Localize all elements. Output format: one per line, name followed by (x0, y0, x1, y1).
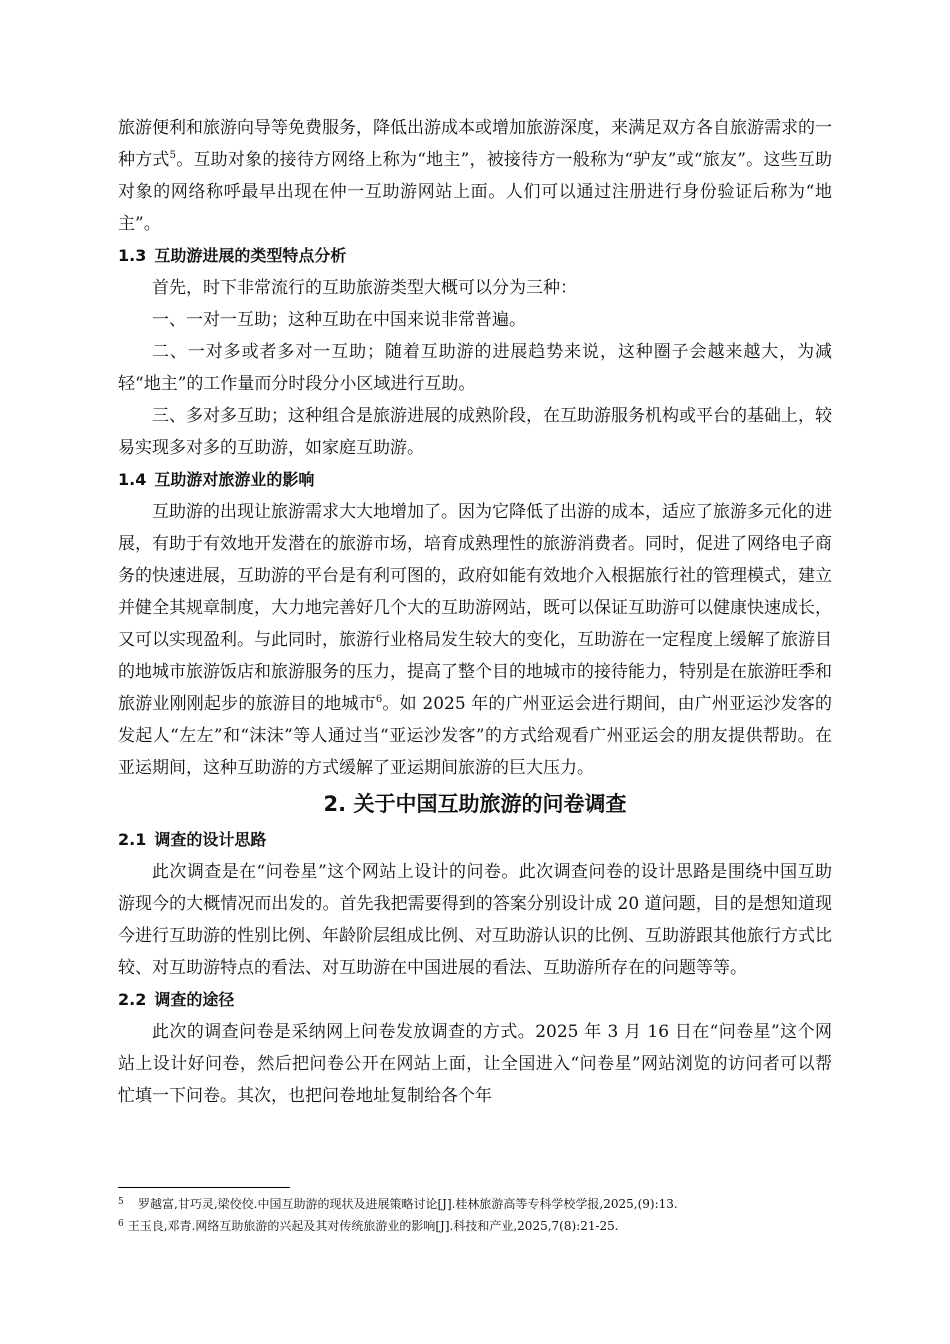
footnote-ref-6[interactable]: 6 (375, 694, 383, 705)
paragraph-impact (118, 496, 832, 784)
paragraph-types-intro: 首先，时下非常流行的互助旅游类型大概可以分为三种： (152, 278, 577, 298)
section-number: 2.2 (118, 990, 147, 1009)
chapter-heading-2: 2. 关于中国互助旅游的问卷调查 (323, 792, 627, 816)
section-title: 调查的途径 (154, 990, 235, 1009)
paragraph-text: 。如 2025 年的广州亚运会进行期间，由广州亚运沙发客的发起人“左左”和“沫沫”等人通过当“亚运沙发客”的方式给观看广州亚运会的朋友提供帮助。在亚运期间，这种互助游的方式缓解了亚运期间旅游的巨大压力。 (118, 694, 833, 778)
footnote-6 (118, 1214, 832, 1236)
section-title: 调查的设计思路 (154, 830, 267, 849)
paragraph-type-2: 二、一对多或者多对一互助；随着互助游的进展趋势来说，这种圈子会越来越大，为减轻“地主”的工作量而分时段分小区域进行互助。 (118, 342, 832, 394)
paragraph-type-1: 一、一对一互助；这种互助在中国来说非常普遍。 (152, 310, 526, 330)
footnote-text: 王玉良,邓青.网络互助旅游的兴起及其对传统旅游业的影响[J].科技和产业,2025,7(8):21-25. (127, 1219, 619, 1233)
paragraph-approach: 此次的调查问卷是采纳网上问卷发放调查的方式。2025 年 3 月 16 日在“问卷星”这个网站上设计好问卷，然后把问卷公开在网站上面，让全国进入“问卷星”网站浏览的访问者可以帮忙填一下问卷。其次，也把问卷地址复制给各个年 (118, 1022, 832, 1106)
section-number: 1.3 (118, 246, 147, 265)
footnote-ref-5[interactable]: 5 (169, 150, 177, 161)
section-heading-1-4 (118, 464, 832, 496)
paragraph-text: 旅游便利和旅游向导等免费服务，降低出游成本或增加旅游深度，来满足双方各自旅游需求的一种方式 (118, 118, 832, 170)
footnote-separator (118, 1187, 290, 1188)
paragraph-design: 此次调查是在“问卷星”这个网站上设计的问卷。此次调查问卷的设计思路是围绕中国互助游现今的大概情况而出发的。首先我把需要得到的答案分别设计成 20 道问题，目的是想知道现今进行互助游的性别比例、年龄阶层组成比例、对互助游认识的比例、互助游跟其他旅行方式比较、对互助游特点的看法、对互助游在中国进展的看法、互助游所存在的问题等等。 (118, 862, 832, 978)
section-number: 1.4 (118, 470, 147, 489)
body-content (118, 112, 832, 1112)
footnotes (118, 1192, 832, 1236)
paragraph-type-3: 三、多对多互助；这种组合是旅游进展的成熟阶段，在互助游服务机构或平台的基础上，较易实现多对多的互助游，如家庭互助游。 (118, 406, 832, 458)
section-title: 互助游进展的类型特点分析 (154, 246, 347, 265)
paragraph-intro (118, 112, 832, 240)
section-heading-2-2 (118, 984, 832, 1016)
section-number: 2.1 (118, 830, 147, 849)
section-heading-1-3 (118, 240, 832, 272)
footnote-5 (118, 1192, 832, 1214)
section-title: 互助游对旅游业的影响 (154, 470, 315, 489)
paragraph-text: 互助游的出现让旅游需求大大地增加了。因为它降低了出游的成本，适应了旅游多元化的进展，有助于有效地开发潜在的旅游市场，培育成熟理性的旅游消费者。同时，促进了网络电子商务的快速进展，互助游的平台是有利可图的，政府如能有效地介入根据旅行社的管理模式，建立并健全其规章制度，大力地完善好几个大的互助游网站，既可以保证互助游可以健康快速成长，又可以实现盈利。与此同时，旅游行业格局发生较大的变化，互助游在一定程度上缓解了旅游目的地城市旅游饭店和旅游服务的压力，提高了整个目的地城市的接待能力，特别是在旅游旺季和旅游业刚刚起步的旅游目的地城市 (118, 502, 832, 714)
footnote-mark: 5 (118, 1197, 124, 1207)
footnote-text: 罗越富,甘巧灵,梁佼佼.中国互助游的现状及进展策略讨论[J].桂林旅游高等专科学校学报,2025,(9):13. (138, 1197, 678, 1211)
section-heading-2-1 (118, 824, 832, 856)
paragraph-text: 。互助对象的接待方网络上称为“地主”，被接待方一般称为“驴友”或“旅友”。这些互助对象的网络称呼最早出现在仲一互助游网站上面。人们可以通过注册进行身份验证后称为“地主”。 (118, 150, 832, 234)
footnote-mark: 6 (118, 1219, 124, 1229)
